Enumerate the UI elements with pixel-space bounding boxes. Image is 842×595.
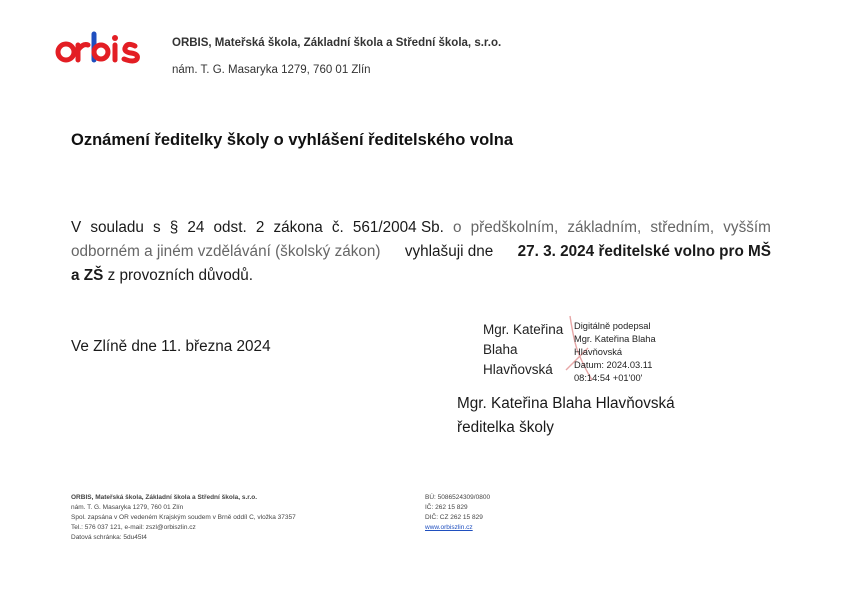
- word: předškolním,: [470, 219, 559, 236]
- orbis-logo: [55, 30, 153, 66]
- word: zákona: [273, 219, 323, 236]
- word: vyšším: [723, 219, 771, 236]
- body-text-bold: 27. 3. 2024 ředitelské volno pro MŠ: [517, 243, 771, 260]
- footer-contact: Tel.: 576 037 121, e-mail: zszl@orbiszlin.cz: [71, 524, 196, 531]
- company-address: nám. T. G. Masaryka 1279, 760 01 Zlín: [172, 64, 371, 76]
- signer-name: Mgr. Kateřina Blaha Hlavňovská: [457, 395, 675, 412]
- word: odst.: [213, 219, 247, 236]
- signature-name-line: Hlavňovská: [483, 362, 553, 377]
- word: §: [169, 219, 179, 236]
- word: základním,: [567, 219, 642, 236]
- signature-info-line: Hlavňovská: [574, 347, 623, 357]
- word: č.: [331, 219, 344, 236]
- word: s: [153, 219, 161, 236]
- body-line-3: [71, 264, 771, 288]
- signature-info-line: Mgr. Kateřina Blaha: [574, 334, 656, 344]
- body-text-gray: odborném a jiném vzdělávání (školský zákon): [71, 243, 381, 260]
- body-line-2: [71, 240, 771, 264]
- word: V: [71, 219, 82, 236]
- footer-web-link[interactable]: www.orbiszlin.cz: [425, 524, 473, 531]
- place-date: Ve Zlíně dne 11. března 2024: [71, 338, 271, 355]
- signer-block: [457, 392, 675, 440]
- word: 561/2004 Sb.: [352, 219, 444, 236]
- signature-name-line: Blaha: [483, 342, 518, 357]
- footer-company: ORBIS, Mateřská škola, Základní škola a Střední škola, s.r.o.: [71, 494, 258, 501]
- body-line-1: [71, 216, 771, 240]
- signature-name: [483, 320, 563, 380]
- signer-role: ředitelka školy: [457, 419, 554, 436]
- signature-info: [574, 320, 656, 385]
- word: středním,: [650, 219, 715, 236]
- footer-ico: IČ: 262 15 829: [425, 504, 468, 511]
- company-name: ORBIS, Mateřská škola, Základní škola a Střední škola, s.r.o.: [172, 37, 502, 49]
- footer-registry: Spol. zapsána v OR vedeném Krajským soudem v Brně oddíl C, vložka 37357: [71, 514, 296, 521]
- body-text: vyhlašuji dne: [404, 243, 494, 260]
- footer-address: nám. T. G. Masaryka 1279, 760 01 Zlín: [71, 504, 184, 511]
- word: 24: [187, 219, 205, 236]
- footer-right: [425, 493, 490, 533]
- document-title: Oznámení ředitelky školy o vyhlášení ředitelského volna: [71, 131, 514, 149]
- footer-bank: BÚ: 5086524309/0800: [425, 494, 491, 501]
- signature-info-line: 08:14:54 +01'00': [574, 373, 643, 383]
- signature-info-line: Datum: 2024.03.11: [574, 360, 653, 370]
- signature-info-line: Digitálně podepsal: [574, 321, 651, 331]
- word: o: [453, 219, 462, 236]
- word: souladu: [90, 219, 144, 236]
- signature-name-line: Mgr. Kateřina: [483, 322, 564, 337]
- document-body: [71, 216, 771, 288]
- footer-databox: Datová schránka: 5du45t4: [71, 534, 147, 541]
- footer-left: [71, 493, 296, 543]
- word: 2: [255, 219, 265, 236]
- footer-dic: DIČ: CZ 262 15 829: [425, 514, 483, 521]
- body-text: z provozních důvodů.: [107, 267, 253, 284]
- body-text-bold: a ZŠ: [71, 267, 104, 284]
